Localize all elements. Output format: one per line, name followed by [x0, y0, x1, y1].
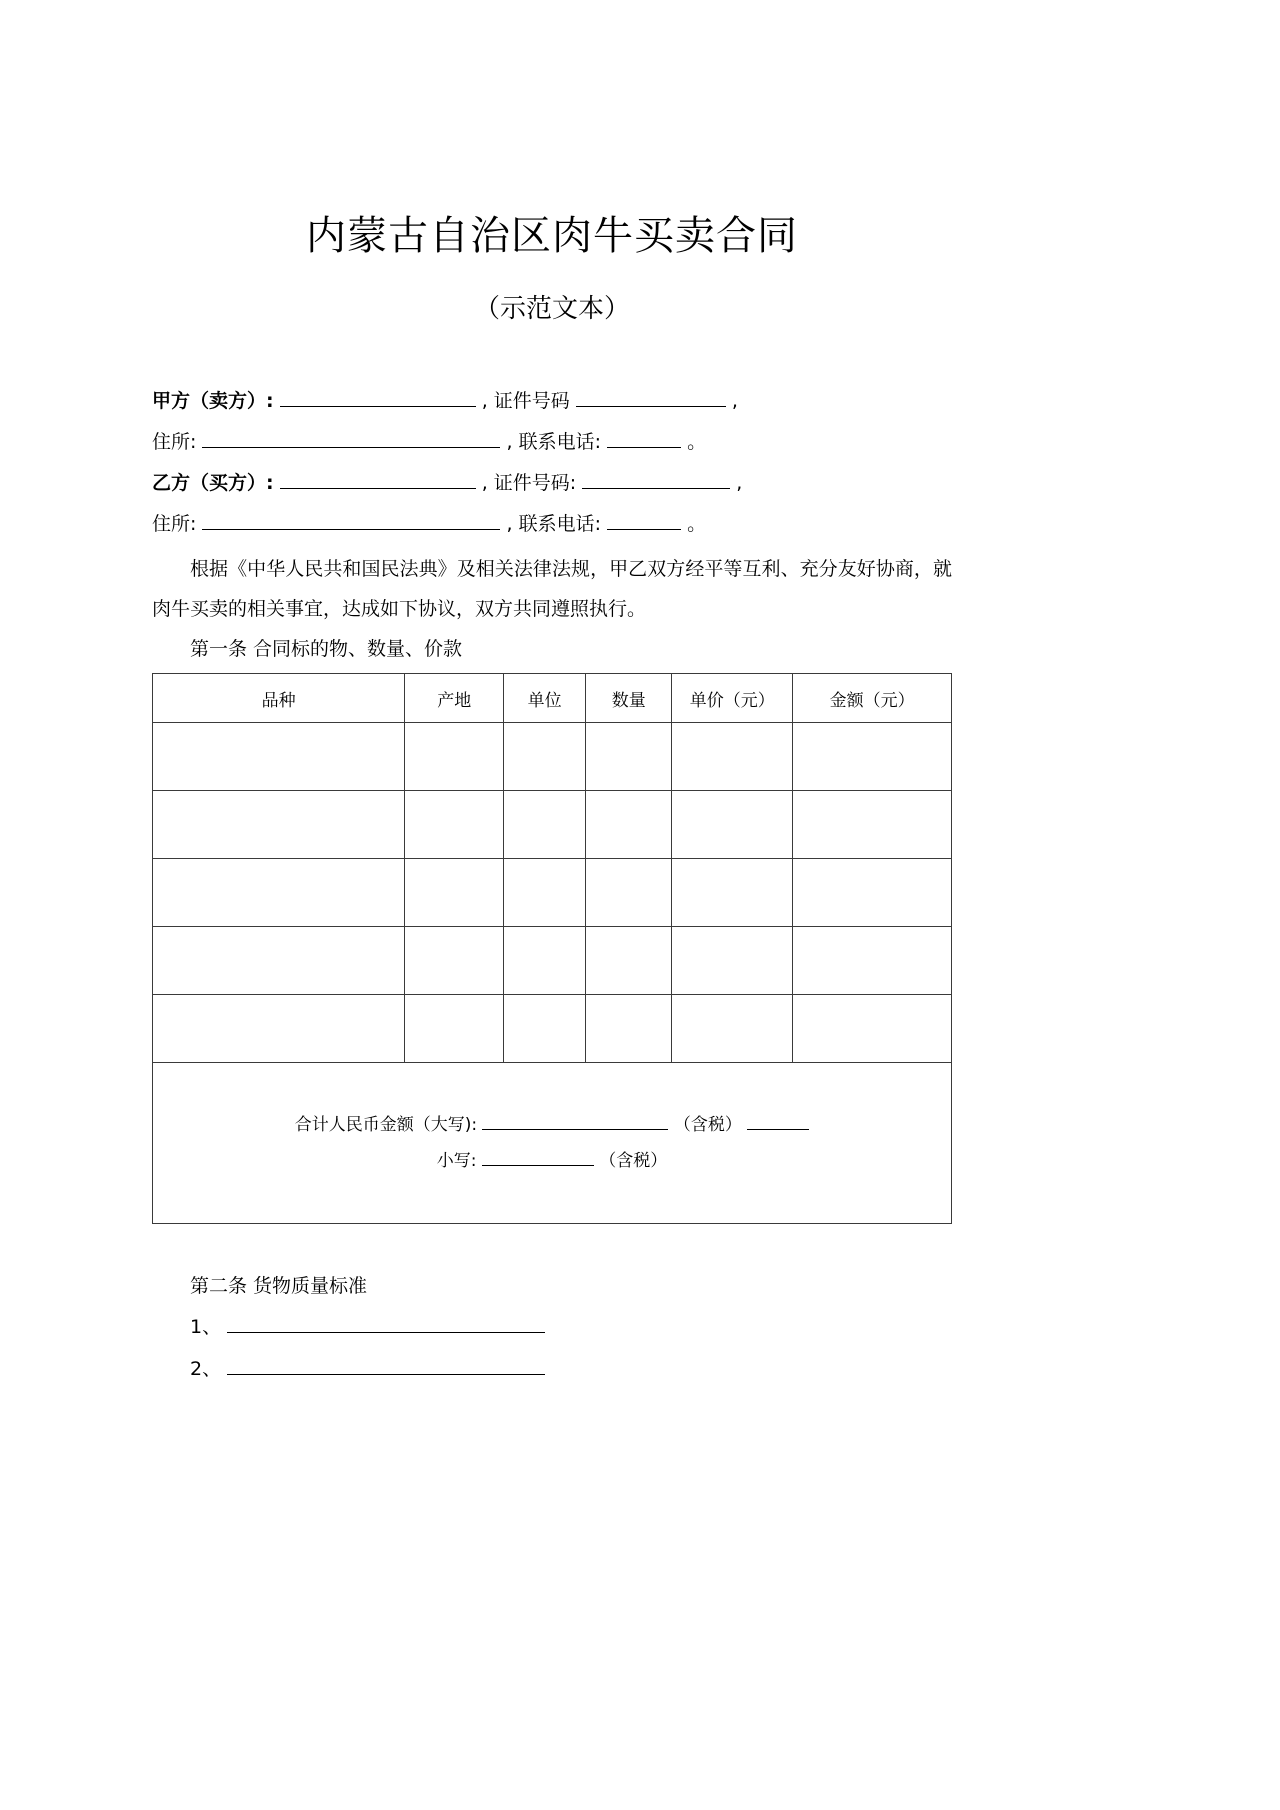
cell-variety[interactable] [153, 995, 405, 1063]
table-row [153, 723, 952, 791]
clause-two-item-2 [152, 1348, 952, 1390]
column-header-unit: 单位 [504, 674, 586, 723]
goods-table [152, 673, 952, 1224]
column-header-variety: 品种 [153, 674, 405, 723]
seller-phone-label: , 联系电话: [506, 431, 601, 454]
total-capital-label: 合计人民币金额（大写): [294, 1115, 478, 1136]
clause-two-item-2-blank[interactable] [227, 1354, 545, 1375]
buyer-line [152, 463, 952, 504]
seller-id-blank[interactable] [576, 386, 726, 407]
cell-amount[interactable] [793, 927, 952, 995]
total-capital-tax-note: （含税） [673, 1115, 742, 1136]
cell-amount[interactable] [793, 995, 952, 1063]
column-header-quantity: 数量 [586, 674, 672, 723]
cell-amount[interactable] [793, 859, 952, 927]
total-capital-blank-2[interactable] [747, 1111, 809, 1130]
table-row [153, 791, 952, 859]
cell-quantity[interactable] [586, 859, 672, 927]
buyer-id-label: , 证件号码: [481, 472, 577, 495]
clause-one-heading: 第一条 合同标的物、数量、价款 [190, 638, 463, 661]
cell-unit-price[interactable] [672, 995, 793, 1063]
total-small-blank[interactable] [482, 1147, 594, 1166]
cell-quantity[interactable] [586, 927, 672, 995]
buyer-address-label: 住所: [152, 513, 197, 536]
cell-origin[interactable] [405, 995, 504, 1063]
table-row [153, 995, 952, 1063]
cell-origin[interactable] [405, 791, 504, 859]
seller-line-trailing: , [731, 390, 738, 413]
cell-origin[interactable] [405, 859, 504, 927]
table-row [153, 859, 952, 927]
goods-table-summary-row [153, 1063, 952, 1224]
cell-unit[interactable] [504, 859, 586, 927]
seller-label: 甲方（卖方）: [152, 390, 274, 413]
cell-unit-price[interactable] [672, 791, 793, 859]
seller-address-trailing: 。 [687, 431, 707, 454]
clause-two-heading: 第二条 货物质量标准 [190, 1275, 368, 1298]
clause-two-item-2-number: 2、 [190, 1358, 222, 1381]
cell-origin[interactable] [405, 723, 504, 791]
page-title: 内蒙古自治区肉牛买卖合同 [306, 213, 798, 259]
seller-line [152, 381, 952, 422]
cell-variety[interactable] [153, 791, 405, 859]
cell-origin[interactable] [405, 927, 504, 995]
column-header-amount: 金额（元） [793, 674, 952, 723]
cell-unit[interactable] [504, 995, 586, 1063]
cell-unit[interactable] [504, 723, 586, 791]
seller-phone-blank[interactable] [607, 427, 681, 448]
buyer-label: 乙方（买方）: [152, 472, 274, 495]
cell-unit-price[interactable] [672, 927, 793, 995]
table-row [153, 927, 952, 995]
cell-quantity[interactable] [586, 791, 672, 859]
total-capital-blank[interactable] [482, 1111, 668, 1130]
total-capital-line [153, 1107, 951, 1143]
page-content [152, 0, 952, 1390]
goods-table-header-row [153, 674, 952, 723]
buyer-address-blank[interactable] [202, 509, 500, 530]
cell-amount[interactable] [793, 723, 952, 791]
clause-two-item-1 [152, 1306, 952, 1348]
cell-variety[interactable] [153, 927, 405, 995]
clause-two-item-1-number: 1、 [190, 1316, 222, 1339]
column-header-origin: 产地 [405, 674, 504, 723]
buyer-phone-blank[interactable] [607, 509, 681, 530]
buyer-address-trailing: 。 [687, 513, 707, 536]
cell-variety[interactable] [153, 723, 405, 791]
total-small-line [153, 1143, 951, 1179]
summary-cell [153, 1063, 952, 1224]
column-header-unit-price: 单价（元） [672, 674, 793, 723]
buyer-line-trailing: , [736, 472, 743, 495]
cell-unit[interactable] [504, 927, 586, 995]
buyer-phone-label: , 联系电话: [506, 513, 601, 536]
cell-quantity[interactable] [586, 995, 672, 1063]
cell-quantity[interactable] [586, 723, 672, 791]
total-small-tax-note: （含税） [599, 1151, 668, 1172]
goods-table-body [153, 723, 952, 1224]
seller-id-label: , 证件号码 [481, 390, 570, 413]
buyer-address-line [152, 504, 952, 545]
total-small-label: 小写: [436, 1151, 477, 1172]
parties-block [152, 381, 952, 545]
cell-unit-price[interactable] [672, 723, 793, 791]
cell-unit[interactable] [504, 791, 586, 859]
cell-variety[interactable] [153, 859, 405, 927]
clause-two-item-1-blank[interactable] [227, 1312, 545, 1333]
seller-address-label: 住所: [152, 431, 197, 454]
buyer-name-blank[interactable] [280, 468, 476, 489]
buyer-id-blank[interactable] [582, 468, 730, 489]
cell-amount[interactable] [793, 791, 952, 859]
preamble-paragraph: 根据《中华人民共和国民法典》及相关法律法规，甲乙双方经平等互利、充分友好协商，就肉牛买卖的相关事宜，达成如下协议，双方共同遵照执行。 [152, 558, 952, 621]
seller-name-blank[interactable] [280, 386, 476, 407]
seller-address-blank[interactable] [202, 427, 500, 448]
cell-unit-price[interactable] [672, 859, 793, 927]
page-subtitle: （示范文本） [473, 294, 630, 324]
seller-address-line [152, 422, 952, 463]
